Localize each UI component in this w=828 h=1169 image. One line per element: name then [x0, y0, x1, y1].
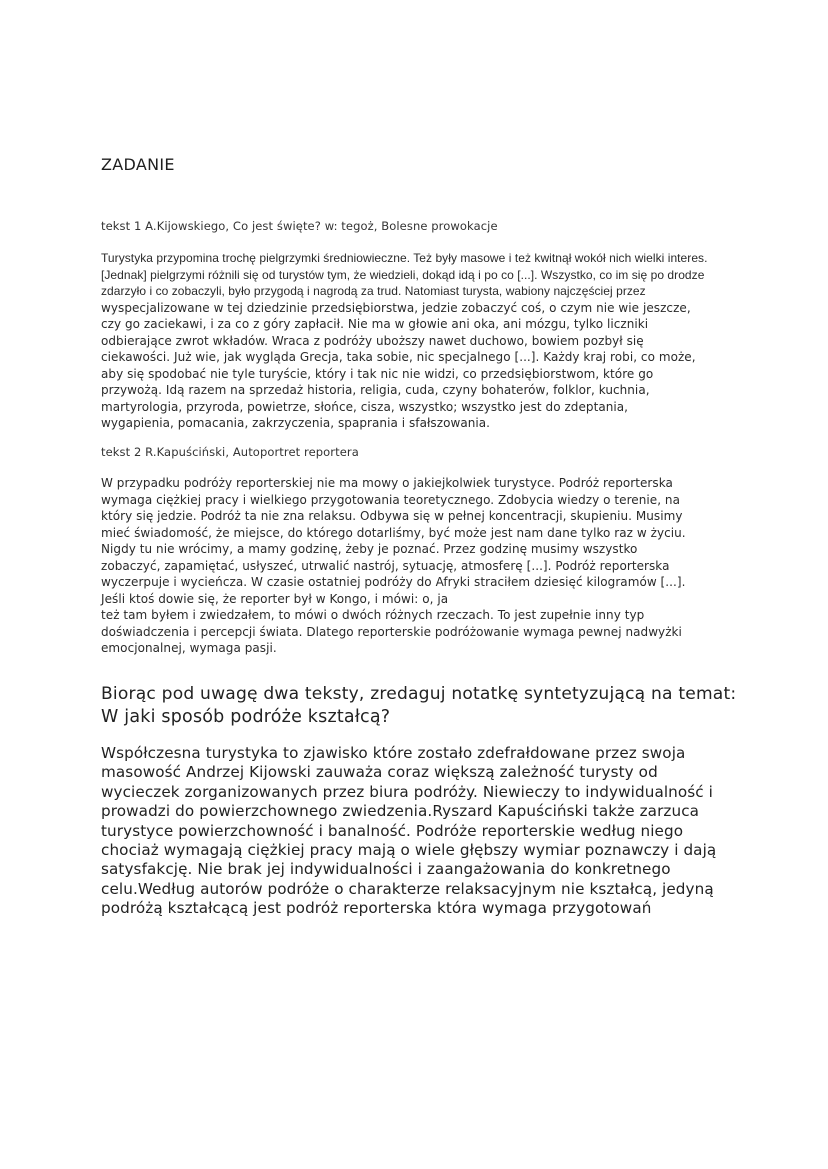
- answer-line: podróżą kształcącą jest podróż reporterska która wymaga przygotowań: [101, 899, 652, 918]
- text1-source: tekst 1 A.Kijowskiego, Co jest święte? w: tegoż, Bolesne prowokacje: [101, 219, 498, 233]
- text1-line: odbierające zwrot wkładów. Wraca z podróży uboższy nawet duchowo, bowiem pozbył się: [101, 333, 644, 348]
- answer-line: masowość Andrzej Kijowski zauważa coraz większą zależność turysty od: [101, 763, 658, 782]
- task-prompt: [101, 683, 741, 729]
- answer-text: [101, 744, 741, 919]
- answer-line: wycieczek zorganizowanych przez biura podróży. Niewieczy to indywidualność i: [101, 782, 713, 801]
- text2-line: Nigdy tu nie wrócimy, a mamy godzinę, żeby je poznać. Przez godzinę musimy wszystko: [101, 542, 638, 556]
- text1-line: wyspecjalizowane w tej dziedzinie przedsiębiorstwa, jedzie zobaczyć coś, o czym nie wie jeszcze,: [101, 300, 691, 315]
- text1-line: wygapienia, pomacania, zakrzyczenia, spaprania i sfałszowania.: [101, 416, 491, 430]
- heading: ZADANIE: [101, 155, 175, 174]
- answer-line: Współczesna turystyka to zjawisko które zostało zdefrałdowane przez swoja: [101, 744, 686, 762]
- answer-line: satysfakcję. Nie brak jej indywidualności i zaangażowania do konkretnego: [101, 860, 671, 879]
- text1-line: przywożą. Idą razem na sprzedaż historia, religia, cuda, czyny bohaterów, folklor, kuchnia,: [101, 383, 650, 397]
- text2-line: mieć świadomość, że miejsce, do którego dotarliśmy, być może jest nam dane tylko raz w życiu.: [101, 525, 686, 540]
- text1-line: Turystyka przypomina trochę pielgrzymki średniowieczne. Też były masowe i też kwitnął wokół nich wielki interes.: [101, 251, 708, 265]
- task-line: Biorąc pod uwagę dwa teksty, zredaguj notatkę syntetyzującą na temat:: [101, 684, 737, 704]
- text1-line: zdarzyło i co zobaczyli, było przygodą i nagrodą za trud. Natomiast turysta, wabiony najczęściej przez: [101, 284, 646, 298]
- text2-line: wymaga ciężkiej pracy i wielkiego przygotowania teoretycznego. Zdobycia wiedzy o terenie, na: [101, 492, 680, 507]
- answer-line: celu.Według autorów podróże o charakterze relaksacyjnym nie kształcą, jedyną: [101, 879, 714, 898]
- text2-line: Jeśli ktoś dowie się, że reporter był w Kongo, i mówi: o, ja: [101, 591, 449, 606]
- text1-line: ciekawości. Już wie, jak wygląda Grecja, taka sobie, nic specjalnego [...]. Każdy kraj robi, co może,: [101, 350, 696, 364]
- answer-line: turystyce powierzchowność i banalność. Podróże reporterskie według niego: [101, 821, 684, 840]
- text1-line: [Jednak] pielgrzymi różnili się od turystów tym, że wiedzieli, dokąd idą i po co [...]. Wszystko, co im się po drodze: [101, 267, 705, 282]
- text2-line: W przypadku podróży reporterskiej nie ma mowy o jakiejkolwiek turystyce. Podróż reporterska: [101, 476, 673, 490]
- text1-line: aby się spodobać nie tyle turyście, który i tak nic nie widzi, co przedsiębiorstwom, które go: [101, 366, 654, 381]
- answer-line: prowadzi do powierzchownego zwiedzenia.Ryszard Kapuściński także zarzuca: [101, 802, 700, 821]
- text2-source: tekst 2 R.Kapuściński, Autoportret reportera: [101, 445, 359, 459]
- text2-line: też tam byłem i zwiedzałem, to mówi o dwóch różnych rzeczach. To jest zupełnie inny typ: [101, 608, 645, 622]
- text2-body: [101, 475, 723, 657]
- text1-line: czy go zaciekawi, i za co z góry zapłacił. Nie ma w głowie ani oka, ani mózgu, tylko liczniki: [101, 317, 649, 331]
- answer-line: chociaż wymagają ciężkiej pracy mają o wiele głębszy wymiar poznawczy i dają: [101, 841, 717, 860]
- text2-line: doświadczenia i percepcji świata. Dlatego reporterskie podróżowanie wymaga pewnej nadwyżki: [101, 624, 682, 639]
- text1-line: martyrologia, przyroda, powietrze, słońce, cisza, wszystko; wszystko jest do zdeptania,: [101, 399, 629, 414]
- text2-line: emocjonalnej, wymaga pasji.: [101, 641, 277, 655]
- text1-body: [101, 250, 723, 432]
- text2-line: wyczerpuje i wycieńcza. W czasie ostatniej podróży do Afryki straciłem dziesięć kilogramów [...].: [101, 575, 686, 589]
- text2-line: zobaczyć, zapamiętać, usłyszeć, utrwalić nastrój, sytuację, atmosferę [...]. Podróż reporterska: [101, 558, 670, 573]
- text2-line: który się jedzie. Podróż ta nie zna relaksu. Odbywa się w pełnej koncentracji, skupieniu. Musimy: [101, 509, 683, 523]
- task-line: W jaki sposób podróże kształcą?: [101, 707, 391, 727]
